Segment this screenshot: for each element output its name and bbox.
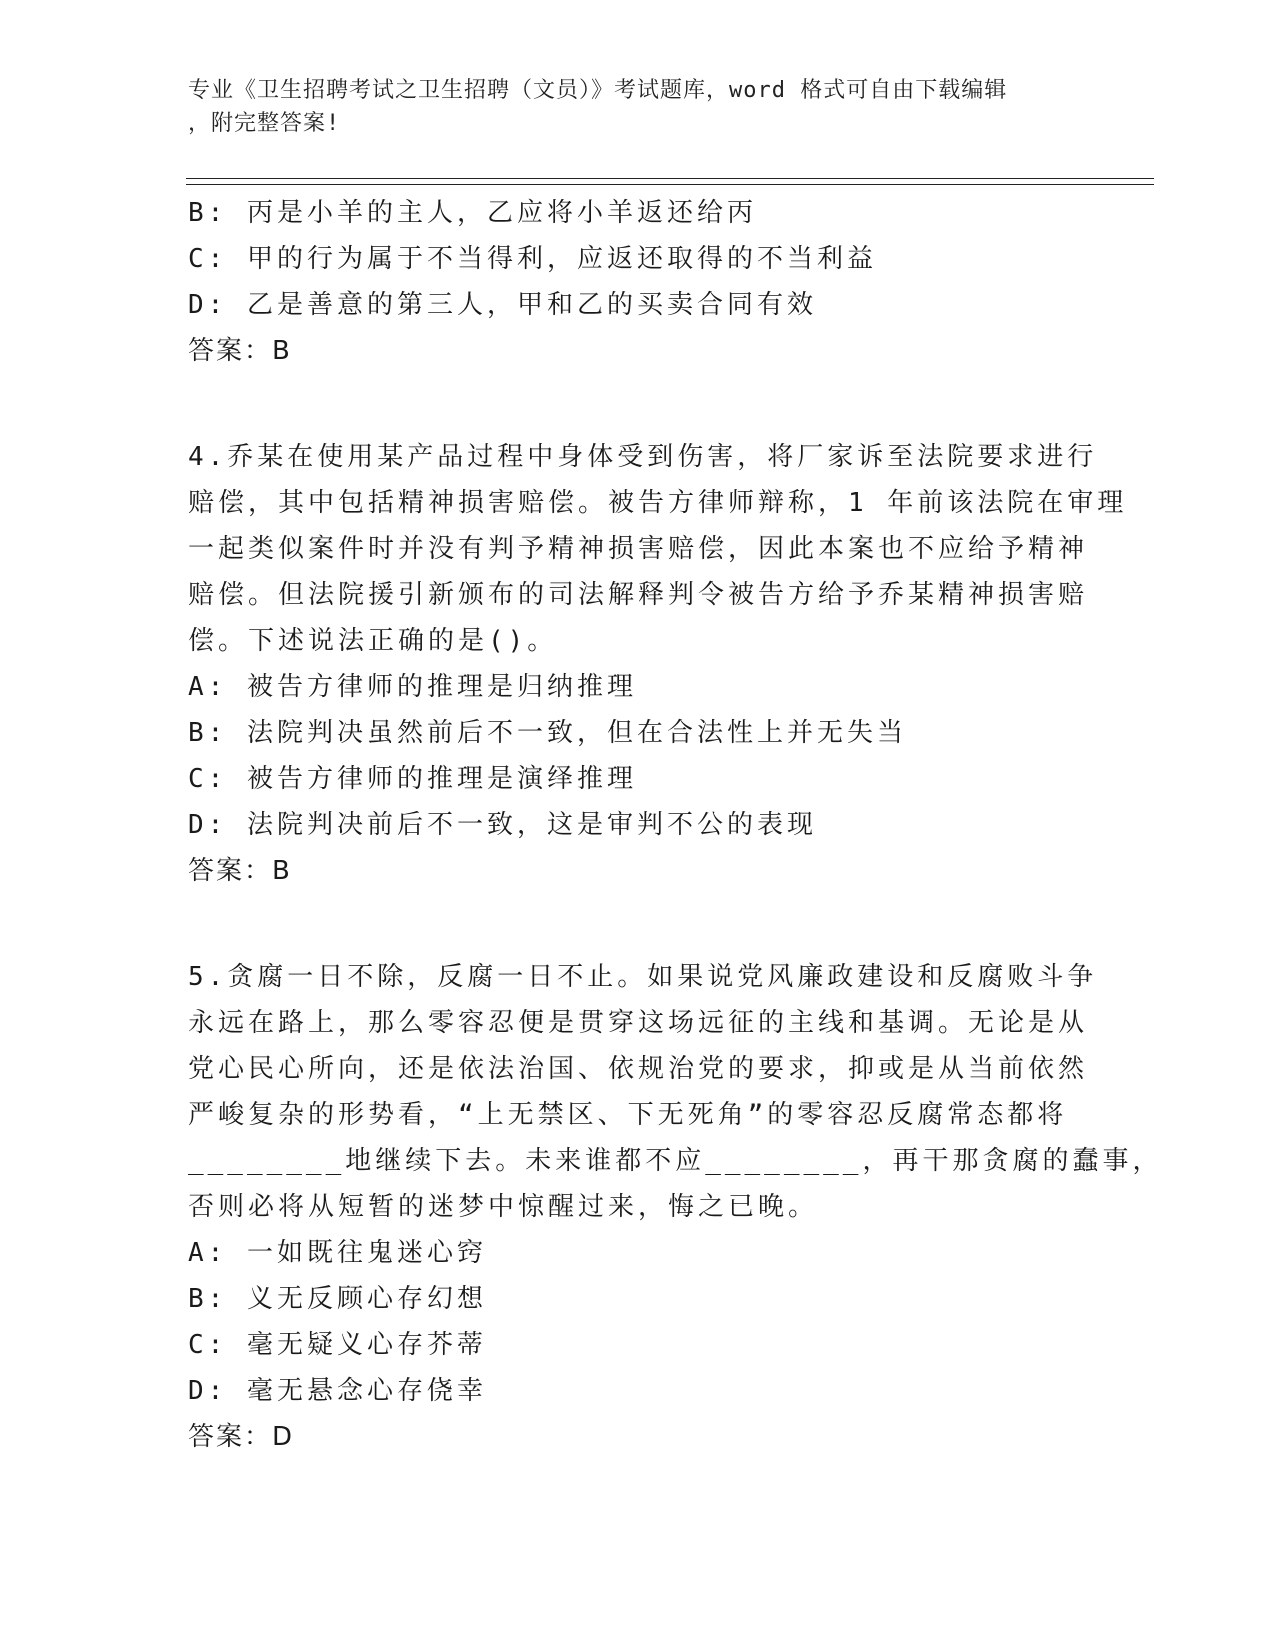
q5-stem-line-1: 5.贪腐一日不除，反腐一日不止。如果说党风廉政建设和反腐败斗争 [188, 962, 1098, 992]
q5-stem-line-5: ________地继续下去。未来谁都不应________，再干那贪腐的蠢事， [188, 1146, 1163, 1176]
question-3 [188, 190, 1088, 374]
q4-stem-line-4: 赔偿。但法院援引新颁布的司法解释判令被告方给予乔某精神损害赔 [188, 580, 1089, 610]
header-divider-bottom [186, 184, 1154, 185]
q5-option-d: D: 毫无悬念心存侥幸 [188, 1376, 487, 1406]
q5-option-c: C: 毫无疑义心存芥蒂 [188, 1330, 487, 1360]
q3-option-c: C: 甲的行为属于不当得利，应返还取得的不当利益 [188, 244, 877, 274]
q3-option-b: B: 丙是小羊的主人，乙应将小羊返还给丙 [188, 198, 757, 228]
q4-option-d: D: 法院判决前后不一致，这是审判不公的表现 [188, 810, 817, 840]
q5-stem-line-2: 永远在路上，那么零容忍便是贯穿这场远征的主线和基调。无论是从 [188, 1008, 1089, 1038]
q4-stem-line-1: 4.乔某在使用某产品过程中身体受到伤害，将厂家诉至法院要求进行 [188, 442, 1098, 472]
header-divider-top [186, 178, 1154, 179]
q4-stem-line-5: 偿。下述说法正确的是()。 [188, 626, 558, 656]
q3-option-d: D: 乙是善意的第三人，甲和乙的买卖合同有效 [188, 290, 817, 320]
q3-answer: 答案：B [188, 336, 292, 366]
spacer [188, 374, 1088, 434]
q4-stem-line-3: 一起类似案件时并没有判予精神损害赔偿，因此本案也不应给予精神 [188, 534, 1089, 564]
q5-stem-line-6: 否则必将从短暂的迷梦中惊醒过来，悔之已晚。 [188, 1192, 819, 1222]
q5-answer: 答案：D [188, 1422, 295, 1452]
question-content [188, 190, 1163, 1460]
q4-answer: 答案：B [188, 856, 292, 886]
q5-option-a: A: 一如既往鬼迷心窍 [188, 1238, 487, 1268]
spacer [188, 894, 1088, 954]
header-line-2: ，附完整答案! [188, 111, 341, 136]
q4-option-a: A: 被告方律师的推理是归纳推理 [188, 672, 637, 702]
q4-stem-line-2: 赔偿，其中包括精神损害赔偿。被告方律师辩称，1 年前该法院在审理 [188, 488, 1128, 518]
q5-stem-line-4: 严峻复杂的形势看，“上无禁区、下无死角”的零容忍反腐常态都将 [188, 1100, 1068, 1130]
q5-option-b: B: 义无反顾心存幻想 [188, 1284, 487, 1314]
q4-option-b: B: 法院判决虽然前后不一致，但在合法性上并无失当 [188, 718, 907, 748]
header-line-1: 专业《卫生招聘考试之卫生招聘（文员）》考试题库，word 格式可自由下载编辑 [188, 78, 1008, 103]
q5-stem-line-3: 党心民心所向，还是依法治国、依规治党的要求，抑或是从当前依然 [188, 1054, 1089, 1084]
question-4 [188, 434, 1128, 894]
question-5 [188, 954, 1163, 1460]
q4-option-c: C: 被告方律师的推理是演绎推理 [188, 764, 637, 794]
document-header [188, 74, 1088, 140]
